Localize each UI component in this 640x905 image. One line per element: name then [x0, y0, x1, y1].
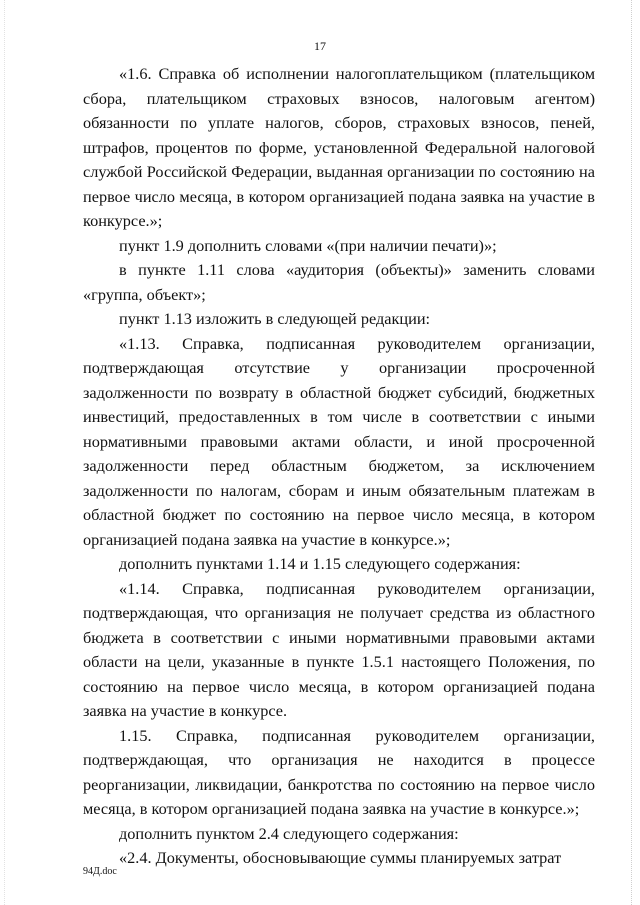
scan-edge-right	[631, 0, 632, 905]
footer-filename: 94Д.doc	[83, 866, 117, 877]
paragraph-amend-1-9: пункт 1.9 дополнить словами «(при наличии печати)»;	[119, 235, 497, 255]
paragraph-add-2-4-intro: дополнить пунктом 2.4 следующего содержания:	[119, 823, 459, 843]
paragraph-amend-1-11: в пункте 1.11 слова «аудитория (объекты)» заменить словами «группа, объект»;	[83, 260, 595, 304]
paragraph-2-4: «2.4. Документы, обосновывающие суммы планируемых затрат	[119, 848, 562, 867]
page-number: 17	[314, 39, 326, 53]
paragraph-add-1-14-1-15-intro: дополнить пунктами 1.14 и 1.15 следующего содержания:	[119, 554, 521, 573]
paragraph-amend-1-13-intro: пункт 1.13 изложить в следующей редакции:	[119, 309, 431, 328]
paragraph-1-15: 1.15. Справка, подписанная руководителем организации, подтверждающая, что организация не находится в процессе реорганизации, ликвидации, банкротства по состоянию на первое число месяца, в котором организацией подана заявка на участие в конкурсе.»;	[83, 725, 595, 818]
paragraph-1-14: «1.14. Справка, подписанная руководителем организации, подтверждающая, что организация не получает средства из областного бюджета в соответствии с иными нормативными правовыми актами области на цели, указанные в пункте 1.5.1 настоящего Положения, по состоянию на первое число месяца, в котором организацией подана заявка на участие в конкурсе.	[83, 578, 595, 720]
scan-edge-left	[4, 0, 5, 905]
document-body	[83, 62, 595, 871]
paragraph-1-13: «1.13. Справка, подписанная руководителем организации, подтверждающая отсутствие у организации просроченной задолженности по возврату в областной бюджет субсидий, бюджетных инвестиций, предоставленных в том числе в соответствии с иными нормативными правовыми актами области, и иной просроченной задолженности перед областным бюджетом, за исключением задолженности по налогам, сборам и иным обязательным платежам в областной бюджет по состоянию на первое число месяца, в котором организацией подана заявка на участие в конкурсе.»;	[83, 333, 595, 549]
paragraph-1-6: «1.6. Справка об исполнении налогоплательщиком (плательщиком сбора, плательщиком страховых взносов, налоговым агентом) обязанности по уплате налогов, сборов, страховых взносов, пеней, штрафов, процентов по форме, установленной Федеральной налоговой службой Российской Федерации, выданная организации по состоянию на первое число месяца, в котором организацией подана заявка на участие в конкурсе.»;	[83, 64, 595, 230]
